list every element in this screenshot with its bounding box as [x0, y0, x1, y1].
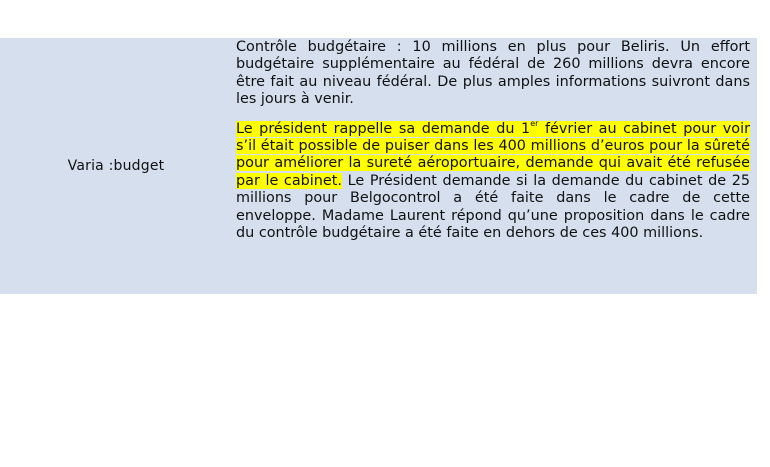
ordinal-superscript: er: [530, 118, 539, 128]
paragraph-rest-text: Le Président demande si la demande du cabinet de 25 millions pour Belgocontrol a été faite dans le cadre de cette enveloppe. Madame Laurent répond qu’une proposition dans le cadre du contrôle budgétaire a été faite en dehors de ces 400 millions.: [236, 172, 751, 242]
row-label: Varia :budget: [67, 158, 165, 174]
row-content-cell: [236, 38, 750, 242]
paragraph-president-request: [236, 118, 751, 243]
highlight-text-start: Le président rappelle sa demande du 1: [236, 120, 531, 137]
paragraph-budget-control: Contrôle budgétaire : 10 millions en plus pour Beliris. Un effort budgétaire supplémentaire au fédéral de 260 millions devra encore être fait au niveau fédéral. De plus amples informations suivront dans les jours à venir.: [236, 39, 750, 108]
highlight-text-end: février au cabinet pour voir s’il était possible de puiser dans les 400 millions d’euros pour la sûreté pour améliorer la sureté aéroportuaire, demande qui avait été refusée par le cabinet.: [236, 120, 750, 189]
row-label-cell: [0, 38, 232, 294]
table-row: [0, 38, 757, 294]
